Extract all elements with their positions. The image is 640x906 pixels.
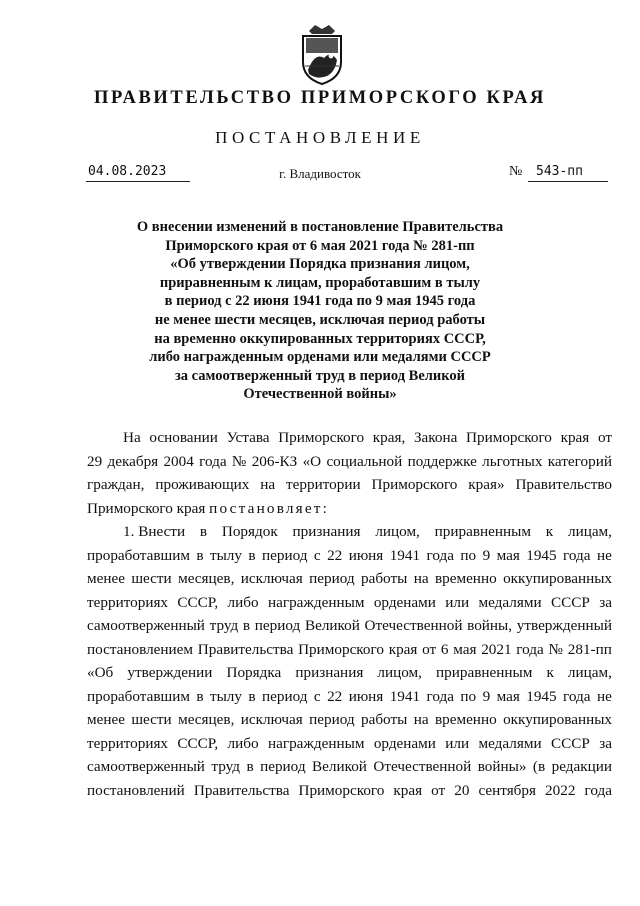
body-word: временно bbox=[434, 570, 497, 587]
body-word: граждан, bbox=[87, 476, 145, 493]
body-word: лицом, bbox=[377, 664, 422, 681]
body-line bbox=[87, 520, 612, 544]
number-underline bbox=[528, 181, 608, 182]
body-word: декабря bbox=[107, 452, 159, 470]
body-word: труд bbox=[209, 617, 239, 634]
body-word: года bbox=[426, 687, 454, 705]
body-word: лицам, bbox=[567, 664, 612, 681]
document-date: 04.08.2023 bbox=[88, 164, 167, 179]
body-word: в bbox=[199, 523, 208, 540]
body-word: года bbox=[199, 452, 227, 470]
body-line bbox=[87, 685, 612, 709]
body-word: (в bbox=[532, 758, 546, 775]
body-word: Великой bbox=[312, 758, 367, 775]
body-word: края bbox=[393, 781, 423, 799]
body-word: проживающих bbox=[155, 476, 250, 493]
document-city: г. Владивосток bbox=[279, 166, 361, 181]
body-word: проработавшим bbox=[87, 546, 190, 564]
body-word: на bbox=[413, 570, 429, 587]
body-word: СССР bbox=[550, 593, 590, 611]
body-word: 281-пп bbox=[567, 640, 612, 658]
body-word: утверждении bbox=[127, 664, 213, 681]
body-word: с bbox=[313, 687, 321, 705]
body-word: тылу bbox=[209, 687, 242, 705]
body-line bbox=[87, 567, 612, 591]
body-word: не bbox=[596, 546, 612, 564]
body-word: 1945 bbox=[526, 546, 557, 564]
body-word: На bbox=[123, 429, 141, 446]
body-line bbox=[87, 591, 612, 615]
body-line bbox=[87, 614, 612, 638]
body-word: Приморского bbox=[298, 781, 385, 799]
body-word: проработавшим bbox=[87, 687, 190, 705]
body-word: лицом, bbox=[375, 523, 420, 540]
body-line bbox=[87, 544, 612, 568]
body-word: Отечественной bbox=[364, 617, 463, 634]
body-word: работы bbox=[361, 711, 408, 728]
body-word: войны» bbox=[477, 758, 527, 775]
body-word: сентября bbox=[478, 781, 536, 799]
body-word: работы bbox=[361, 570, 408, 587]
body-word: Правительство bbox=[515, 476, 612, 493]
document-type: ПОСТАНОВЛЕНИЕ bbox=[215, 128, 425, 147]
body-word: исключая bbox=[240, 711, 303, 728]
body-word: года bbox=[426, 546, 454, 564]
body-word: 6 bbox=[440, 640, 449, 658]
subject-line: приравненным к лицам, проработавшим в тылу bbox=[159, 274, 481, 291]
body-word: СССР bbox=[550, 734, 590, 752]
body-word: 2022 bbox=[545, 781, 576, 799]
body-word: Закона bbox=[413, 429, 458, 446]
subject-line: либо награжденным орденами или медалями СССР bbox=[149, 349, 491, 366]
body-word: Порядок bbox=[221, 523, 278, 540]
body-word: редакции bbox=[551, 758, 612, 775]
body-word: 1945 bbox=[526, 687, 557, 705]
body-word: оккупированных bbox=[503, 711, 612, 728]
body-word: Порядка bbox=[226, 664, 282, 681]
decree-keyword: постановляет: bbox=[209, 499, 330, 517]
body-word: или bbox=[445, 734, 470, 752]
body-word: период bbox=[262, 546, 308, 564]
body-word: лицам, bbox=[567, 523, 612, 540]
body-word: 1. Внести bbox=[123, 523, 186, 540]
body-line bbox=[87, 450, 612, 474]
body-word: Правительства bbox=[197, 640, 294, 658]
body-word: менее bbox=[87, 711, 125, 728]
body-word: мая bbox=[453, 640, 477, 658]
body-word: 206-КЗ bbox=[251, 452, 298, 470]
body-word: поддержке bbox=[407, 452, 477, 470]
body-word: период bbox=[254, 617, 301, 634]
body-word: месяцев, bbox=[178, 570, 235, 587]
document-number: 543-пп bbox=[536, 164, 583, 179]
body-word: либо bbox=[227, 734, 259, 752]
body-word: № bbox=[548, 640, 564, 658]
subject-line: «Об утверждении Порядка признания лицом, bbox=[170, 256, 470, 273]
body-word: награжденным bbox=[267, 593, 365, 611]
body-word: награжденным bbox=[267, 734, 365, 752]
subject-line: Отечественной войны» bbox=[243, 386, 397, 403]
body-word: категорий bbox=[547, 452, 612, 470]
body-word: мая bbox=[496, 687, 520, 705]
body-word: 2004 bbox=[163, 452, 194, 470]
body-word: Приморского bbox=[278, 429, 365, 446]
body-line bbox=[87, 661, 612, 685]
body-word: 22 bbox=[327, 546, 343, 564]
body-word: приравненным bbox=[436, 664, 533, 681]
body-word: Приморского bbox=[298, 640, 384, 658]
body-word: края» bbox=[468, 476, 505, 493]
body-word: самоотверженный bbox=[87, 758, 205, 775]
body-word: в bbox=[196, 687, 204, 705]
body-word: приравненным bbox=[434, 523, 531, 540]
body-word: месяцев, bbox=[178, 711, 235, 728]
body-word: орденами bbox=[373, 734, 436, 752]
body-word: медалями bbox=[478, 593, 542, 611]
body-word: 29 bbox=[87, 452, 103, 470]
body-word: 22 bbox=[327, 687, 343, 705]
body-word: признания bbox=[292, 523, 361, 540]
body-word: утвержденный bbox=[516, 617, 612, 634]
body-word: период bbox=[309, 570, 355, 587]
body-word: края, bbox=[372, 429, 406, 446]
body-word: края bbox=[388, 640, 418, 658]
body-word: территории bbox=[286, 476, 361, 493]
body-word: в bbox=[248, 546, 256, 564]
body-word: не bbox=[596, 687, 612, 705]
body-word: постановлением bbox=[87, 640, 194, 658]
body-word: по bbox=[460, 546, 477, 564]
subject-line: за самоотверженный труд в период Великой bbox=[174, 367, 466, 384]
body-word: социальной bbox=[326, 452, 403, 470]
body-line bbox=[87, 755, 612, 779]
body-line bbox=[87, 732, 612, 756]
subject-line: на временно оккупированных территориях СССР, bbox=[154, 330, 486, 347]
body-word: в bbox=[242, 617, 251, 634]
body-word: тылу bbox=[209, 546, 242, 564]
body-word: Великой bbox=[304, 617, 360, 634]
body-word: в bbox=[246, 758, 254, 775]
body-word: Устава bbox=[226, 429, 270, 446]
body-word: СССР, bbox=[177, 593, 219, 611]
body-word: признания bbox=[295, 664, 364, 681]
body-word: СССР, bbox=[177, 734, 219, 752]
body-word: года bbox=[516, 640, 544, 658]
body-line bbox=[87, 779, 612, 803]
body-line bbox=[87, 497, 612, 521]
body-word: 9 bbox=[482, 546, 491, 564]
body-word: в bbox=[196, 546, 204, 564]
body-word: шести bbox=[131, 570, 172, 587]
body-word: года bbox=[563, 687, 591, 705]
body-word: № bbox=[231, 452, 247, 470]
body-word: «О bbox=[302, 452, 322, 470]
body-word: Правительства bbox=[193, 781, 290, 799]
subject-line: О внесении изменений в постановление Правительства bbox=[136, 219, 504, 235]
body-word: менее bbox=[87, 570, 125, 587]
body-word: за bbox=[599, 734, 612, 752]
body-word: за bbox=[599, 593, 612, 611]
body-word: временно bbox=[434, 711, 497, 728]
subject-line: в период с 22 июня 1941 года по 9 мая 1945 года bbox=[164, 293, 476, 310]
body-word: территориях bbox=[87, 593, 169, 611]
body-word: медалями bbox=[478, 734, 542, 752]
subject-line: не менее шести месяцев, исключая период работы bbox=[154, 311, 486, 328]
body-word: Отечественной bbox=[373, 758, 472, 775]
body-word: войны, bbox=[467, 617, 513, 634]
body-word: или bbox=[445, 593, 470, 611]
body-word: от bbox=[431, 781, 446, 799]
body-word: 9 bbox=[482, 687, 491, 705]
body-word: июня bbox=[348, 546, 384, 564]
body-word: шести bbox=[131, 711, 172, 728]
preamble-paragraph bbox=[87, 426, 612, 520]
body-word: оккупированных bbox=[503, 570, 612, 587]
body-word: по bbox=[460, 687, 477, 705]
body-word: либо bbox=[227, 593, 259, 611]
body-word: постановлений bbox=[87, 781, 185, 799]
body-word: территориях bbox=[87, 734, 169, 752]
body-word: 1941 bbox=[389, 546, 421, 564]
body-word: 2021 bbox=[481, 640, 512, 658]
body-word: от bbox=[422, 640, 437, 658]
body-word: года bbox=[563, 546, 591, 564]
body-word: Приморского bbox=[466, 429, 552, 446]
body-word: период bbox=[309, 711, 355, 728]
document-body bbox=[87, 426, 612, 802]
body-line bbox=[87, 426, 612, 450]
body-word: к bbox=[546, 664, 554, 681]
body-word: период bbox=[260, 758, 306, 775]
body-word: «Об bbox=[87, 664, 114, 681]
body-line bbox=[87, 708, 612, 732]
body-word: орденами bbox=[373, 593, 436, 611]
body-word: 1941 bbox=[389, 687, 421, 705]
body-word: самоотверженный bbox=[87, 617, 205, 634]
body-word: края bbox=[560, 429, 590, 446]
body-word: 20 bbox=[454, 781, 470, 799]
body-word: июня bbox=[348, 687, 384, 705]
subject-line: Приморского края от 6 мая 2021 года № 281-пп bbox=[165, 237, 475, 254]
body-word: на bbox=[413, 711, 429, 728]
body-word: с bbox=[313, 546, 321, 564]
body-word: в bbox=[248, 687, 256, 705]
body-word: от bbox=[597, 429, 612, 446]
body-word: на bbox=[260, 476, 276, 493]
body-line bbox=[87, 473, 612, 497]
body-word: к bbox=[545, 523, 554, 540]
document-subject bbox=[100, 218, 540, 404]
body-word: исключая bbox=[240, 570, 303, 587]
government-title: ПРАВИТЕЛЬСТВО ПРИМОРСКОГО КРАЯ bbox=[93, 88, 546, 108]
body-word: Приморского bbox=[371, 476, 458, 493]
body-text: Приморского края bbox=[87, 499, 210, 517]
body-word: мая bbox=[496, 546, 520, 564]
body-line bbox=[87, 638, 612, 662]
body-word: период bbox=[262, 687, 308, 705]
body-word: года bbox=[584, 781, 612, 799]
item-paragraph bbox=[87, 520, 612, 802]
number-sign: № bbox=[509, 164, 523, 179]
body-word: льготных bbox=[482, 452, 543, 470]
body-word: труд bbox=[211, 758, 240, 775]
coat-of-arms-emblem bbox=[297, 22, 347, 86]
body-word: основании bbox=[149, 429, 218, 446]
